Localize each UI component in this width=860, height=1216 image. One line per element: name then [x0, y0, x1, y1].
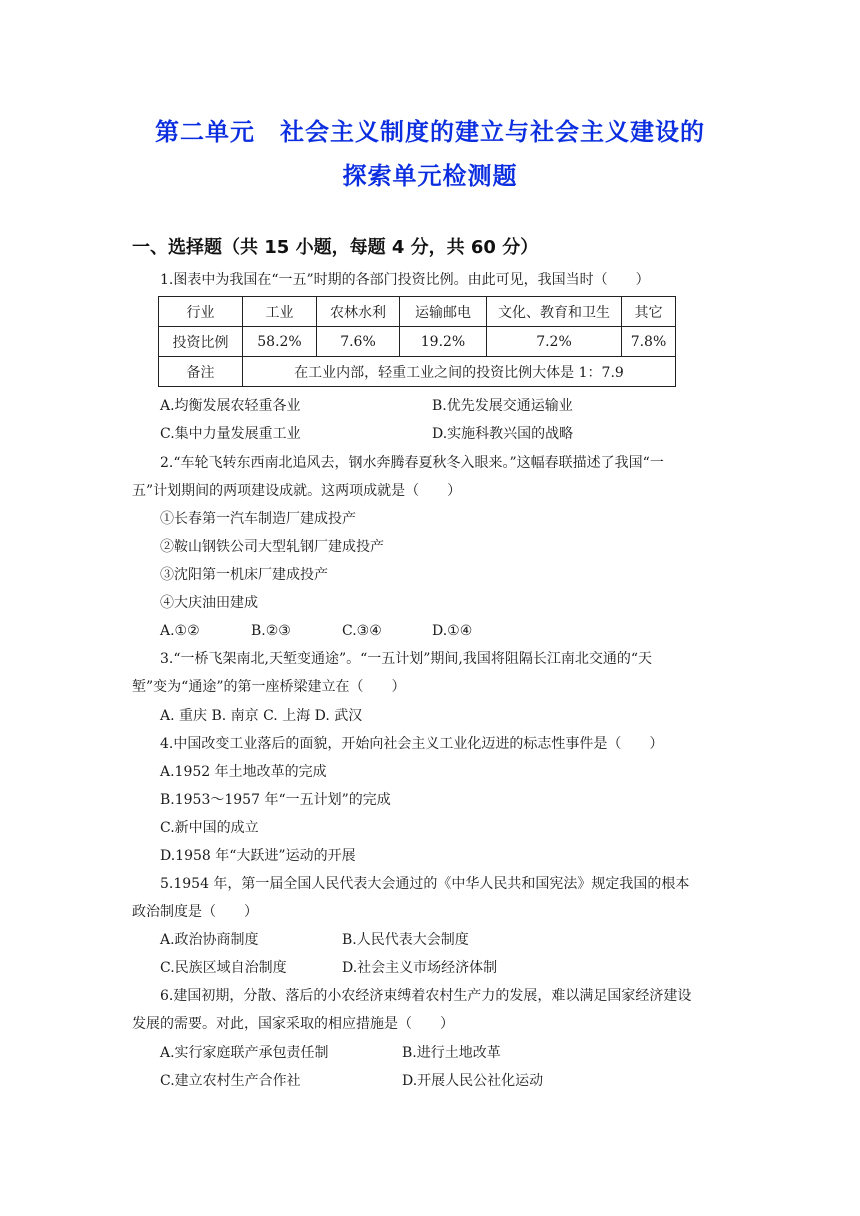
question-2-stem-line-1: 2.“车轮飞转东西南北追风去，钢水奔腾春夏秋冬入眼来。”这幅春联描述了我国“一: [160, 455, 664, 471]
investment-table: [158, 296, 676, 387]
table-cell: 7.6%: [317, 327, 400, 357]
question-4-stem: 4.中国改变工业落后的面貌，开始向社会主义工业化迈进的标志性事件是（ ）: [160, 736, 664, 752]
table-note-text: 在工业内部，轻重工业之间的投资比例大体是 1：7.9: [243, 357, 676, 387]
table-note-row: [159, 357, 676, 387]
question-3-options: A. 重庆 B. 南京 C. 上海 D. 武汉: [160, 708, 363, 724]
table-header-cell: 文化、教育和卫生: [487, 297, 622, 327]
question-6-option-b: B.进行土地改革: [402, 1045, 501, 1061]
table-cell: 19.2%: [400, 327, 487, 357]
question-4-option-d: D.1958 年“大跃进”运动的开展: [160, 848, 356, 864]
table-cell: 7.2%: [487, 327, 622, 357]
question-6-option-d: D.开展人民公社化运动: [402, 1073, 544, 1089]
question-5-option-c: C.民族区域自治制度: [160, 960, 287, 976]
question-6-option-c: C.建立农村生产合作社: [160, 1073, 301, 1089]
page-title-line-2: 探索单元检测题: [342, 162, 518, 190]
table-header-cell: 行业: [159, 297, 243, 327]
question-3-stem-line-1: 3.“一桥飞架南北,天堑变通途”。“一五计划”期间,我国将阻隔长江南北交通的“天: [160, 651, 653, 667]
question-5-option-b: B.人民代表大会制度: [342, 932, 469, 948]
table-note-label: 备注: [159, 357, 243, 387]
question-5-option-a: A.政治协商制度: [160, 932, 259, 948]
question-1-option-d: D.实施科教兴国的战略: [432, 426, 574, 442]
section-heading: 一、选择题（共 15 小题，每题 4 分，共 60 分）: [132, 237, 539, 258]
table-cell: 58.2%: [243, 327, 317, 357]
question-4-option-a: A.1952 年土地改革的完成: [160, 764, 327, 780]
question-1-option-b: B.优先发展交通运输业: [432, 398, 573, 414]
table-header-cell: 农林水利: [317, 297, 400, 327]
question-2-stem-line-2: 五”计划期间的两项建设成就。这两项成就是（ ）: [132, 483, 462, 499]
question-4-option-b: B.1953～1957 年“一五计划”的完成: [160, 792, 391, 808]
question-2-option-d: D.①④: [432, 623, 473, 639]
table-header-cell: 运输邮电: [400, 297, 487, 327]
question-2-option-c: C.③④: [342, 623, 382, 639]
question-2-option-b: B.②③: [251, 623, 291, 639]
question-6-stem-line-1: 6.建国初期，分散、落后的小农经济束缚着农村生产力的发展，难以满足国家经济建设: [160, 988, 692, 1004]
table-header-row: [159, 297, 676, 327]
question-6-stem-line-2: 发展的需要。对此，国家采取的相应措施是（ ）: [132, 1016, 454, 1032]
question-1-stem: 1.图表中为我国在“一五”时期的各部门投资比例。由此可见，我国当时（ ）: [160, 272, 650, 288]
question-1-option-a: A.均衡发展农轻重各业: [160, 398, 301, 414]
question-6-option-a: A.实行家庭联产承包责任制: [160, 1045, 329, 1061]
question-4-option-c: C.新中国的成立: [160, 820, 259, 836]
question-3-stem-line-2: 堑”变为“通途”的第一座桥梁建立在（ ）: [132, 679, 406, 695]
page-title-line-1: 第二单元 社会主义制度的建立与社会主义建设的: [155, 118, 705, 146]
question-2-item-1: ①长春第一汽车制造厂建成投产: [160, 511, 356, 527]
table-row: [159, 327, 676, 357]
question-5-stem-line-2: 政治制度是（ ）: [132, 904, 258, 920]
table-cell: 7.8%: [622, 327, 676, 357]
table-header-cell: 工业: [243, 297, 317, 327]
question-2-option-a: A.①②: [160, 623, 200, 639]
table-header-cell: 其它: [622, 297, 676, 327]
question-1-option-c: C.集中力量发展重工业: [160, 426, 301, 442]
question-2-item-3: ③沈阳第一机床厂建成投产: [160, 567, 328, 583]
question-2-item-2: ②鞍山钢铁公司大型轧钢厂建成投产: [160, 539, 384, 555]
question-2-item-4: ④大庆油田建成: [160, 595, 258, 611]
table-cell: 投资比例: [159, 327, 243, 357]
question-5-stem-line-1: 5.1954 年，第一届全国人民代表大会通过的《中华人民共和国宪法》规定我国的根本: [160, 876, 690, 892]
question-5-option-d: D.社会主义市场经济体制: [342, 960, 498, 976]
